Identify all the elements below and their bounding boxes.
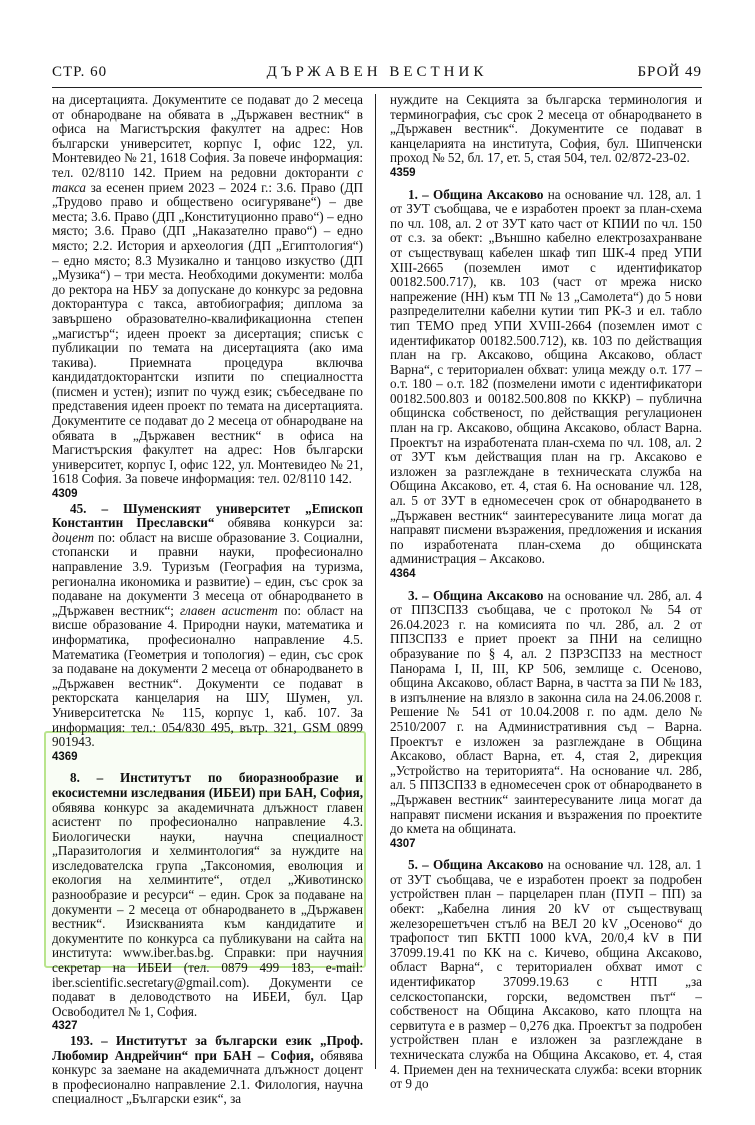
announcement-number: 4309 [52, 488, 78, 501]
newspaper-title: ДЪРЖАВЕН ВЕСТНИК [266, 64, 488, 80]
announcement-number: 4327 [52, 1020, 78, 1033]
announcement-number: 4307 [390, 837, 416, 850]
right-column [390, 93, 702, 1092]
page-header [52, 64, 702, 86]
announcement-paragraph: на дисертацията. Документите се подават до 2 месеца от обнародване на обявата в „Държавен вестник“ в офиса на Магистърския факултет на адрес: Нов български университет, корпус I, офис 122, ул. Монтевидео № 21, 1618 София. За повече информация: тел. 02/8110 142. Прием на редовни докторанти с такса за есенен прием 2023 – 2024 г.: 3.6. Право (ДП „Трудово право и обществено осигуряване“) – две места; 3.6. Право (ДП „Конституционно право“) – едно място; 3.6. Право (ДП „Наказателно право“) – едно място; 2.2. История и археология (ДП „Египтология“) – едно място; 8.3 Музикално и танцово изкуство (ДП „Музика“) – три места. Необходими документи: молба до ректора на НБУ за допускане до конкурс за редовна докторантура с такса, автобиография; диплома за завършено образователно-квалификационна степен „магистър“; идеен проект за дисертация; списък с публикации по темата на дисертацията (ако има такива). Приемната процедура включва кандидатдокторантски изпити по специалността (писмен и устен); изпит по чужд език; събеседване по представения идеен проект по темата на дисертацията. Документите се подават до 2 месеца от обнародване на обявата в „Държавен вестник“ в офиса на Магистърския факултет на адрес: Нов български университет, корпус I, офис 122, ул. Монтевидео № 21, 1618 София. За повече информация: тел. 02/8110 142. [52, 92, 363, 487]
announcement-number: 4369 [52, 750, 78, 763]
announcement-number: 4359 [390, 166, 416, 179]
column-divider [375, 94, 376, 1069]
issue-number: БРОЙ 49 [637, 64, 702, 80]
announcement-number: 4364 [390, 568, 416, 580]
announcement-paragraph: 193. – Институтът за български език „Проф. Любомир Андрейчин“ при БАН – София, обявява конкурс за заемане на академичната длъжност доцент в професионално направление 2.1. Филология, научна специалност „Български език“, за [52, 1033, 363, 1107]
announcement-paragraph: 5. – Община Аксаково на основание чл. 128, ал. 1 от ЗУТ съобщава, че е изработен проект за подробен устройствен план – парцеларен план (ПУП – ПП) за обект: „Кабелна линия 20 kV от съществуващ железорешетъчен стълб на ВЕЛ 20 kV „Осеново“ до трафопост тип БКТП 1000 kVA, 20/0,4 kV в ПИ 37099.19.41 по КК на с. Кичево, община Аксаково, област Варна“, с териториален обхват имот с идентификатор 37099.19.63 с НТП „за селскостопански, горски, ведомствен път“ – собственост на Община Аксаково, като площта на сервитута е в размер – 0,276 дка. Проектът за подробен устройствен план е изложен за разглеждане в техническата служба на Община Аксаково, ет. 4, стая 4. Приемен ден на техническата служба: всеки вторник от 9 до [390, 857, 702, 1092]
header-rule [52, 87, 702, 88]
announcement-paragraph: 1. – Община Аксаково на основание чл. 128, ал. 1 от ЗУТ съобщава, че е изработен проект за план-схема по чл. 108, ал. 2 от ЗУТ като част от КПИИ по чл. 150 от с.з. за обект: „Външно кабелно електрозахранване от съществуващ кабелен шкаф тип ШК-4 пред УПИ XIII-2665 (поземлен имот с идентификатор 00182.500.717), кв. 103 (част от мрежа ниско напрежение (НН) към ТП № 13 „Самолета“) до 5 нови разпределителни кабелни кутии тип РК-3 и ел. табло тип ТЕМО пред УПИ XVIII-2664 (поземлен имот с идентификатор 00182.500.712), кв. 103 по действащия план на гр. Аксаково, община Аксаково, област Варна“, с териториален обхват: улица между о.т. 177 – о.т. 180 – о.т. 182 (позмелени имоти с идентификатори 00182.500.803 и 00182.500.808 по КККР) – публична общинска собственост, по действащия регулационен план на гр. Аксаково, община Аксаково, област Варна. Проектът на изработената план-схема по чл. 108, ал. 2 от ЗУТ към действащия план на гр. Аксаково е изложен за разглеждане в техническата служба на Община Аксаково, ет. 4, стая 6. На основание чл. 128, ал. 5 от ЗУТ в едномесечен срок от обнародването в „Държавен вестник“ заинтересуваните лица могат да направят писмени възражения, предложения и искания по изработената план-схема до общинската администрация – Аксаково. [390, 186, 702, 567]
page-number: СТР. 60 [52, 64, 108, 80]
announcement-paragraph: 45. – Шуменският университет „Епископ Константин Преславски“ обявява конкурси за: доцент по: област на висше образование 3. Социални, стопански и правни науки, професионално направление 3.9. Туризъм (География на туризма, регионална икономика и развитие) – един, със срок за подаване на документи 3 месеца от обнародването в „Държавен вестник“; главен асистент по: област на висше образование 4. Природни науки, математика и информатика, професионално направление 4.5. Математика (Геометрия и топология) – един, със срок за подаване на документи 2 месеца от обнародването в „Държавен вестник“. Документи се подават в ректорската канцелария на ШУ, Шумен, ул. Университетска № 115, корпус 1, каб. 107. За информация: тел.: 054/830 495, вътр. 321, GSM 0899 901943. [52, 500, 363, 750]
announcement-paragraph: нуждите на Секцията за българска терминология и терминография, със срок 2 месеца от обнародването в „Държавен вестник“. Документите се подават в канцеларията на института, София, бул. Шипченски проход № 52, бл. 17, ет. 5, стая 504, тел. 02/872-23-02. [390, 92, 702, 166]
left-column [52, 93, 363, 1107]
highlighted-announcement: 8. – Институтът по биоразнообразие и екосистемни изследвания (ИБЕИ) при БАН, София, обявява конкурс за академичната длъжност главен асистент по професионално направление 4.3. Биологически науки, научна специалност „Паразитология и хелминтология“ за нуждите на изследователска група „Таксономия, еволюция и екология на хелминтите“, отдел „Животинско разнообразие и ресурси“ – един. Срок за подаване на документи – 2 месеца от обнародването в „Държавен вестник“. Изискванията към кандидатите и документите по конкурса са публикувани на сайта на института: www.iber.bas.bg. Справки: при научния секретар на ИБЕИ (тел. 0879 499 183, e-mail: iber.scientific.secretary@gmail.com). Документи се подават в деловодството на ИБЕИ, бул. Цар Освободител № 1, София. [52, 770, 363, 1019]
announcement-paragraph: 3. – Община Аксаково на основание чл. 28б, ал. 4 от ППЗСПЗЗ съобщава, че с протокол № 54 от 26.04.2023 г. на комисията по чл. 28б, ал. 2 от ППЗСПЗЗ е приет проект за ПНИ на селищно образувание по § 4, ал. 2 ПЗРЗСПЗЗ на местност Панорама I, II, III, КР 506, землище с. Осеново, община Аксаково, област Варна, в частта за ПИ № 183, в изпълнение на влязло в законна сила на 24.06.2008 г. Решение № 541 от 10.04.2008 г. по адм. дело № 2510/2007 г. на Административния съд – Варна. Проектът е изложен за разглеждане в Община Аксаково, област Варна, ет. 4, стая 2, дирекция „Устройство на територията“. На основание чл. 28б, ал. 5 ППЗСПЗЗ в едномесечен срок от обнародването в „Държавен вестник“ заинтересуваните лица могат да направят писмени искания и възражения по проектите до кмета на общината. [390, 587, 702, 837]
